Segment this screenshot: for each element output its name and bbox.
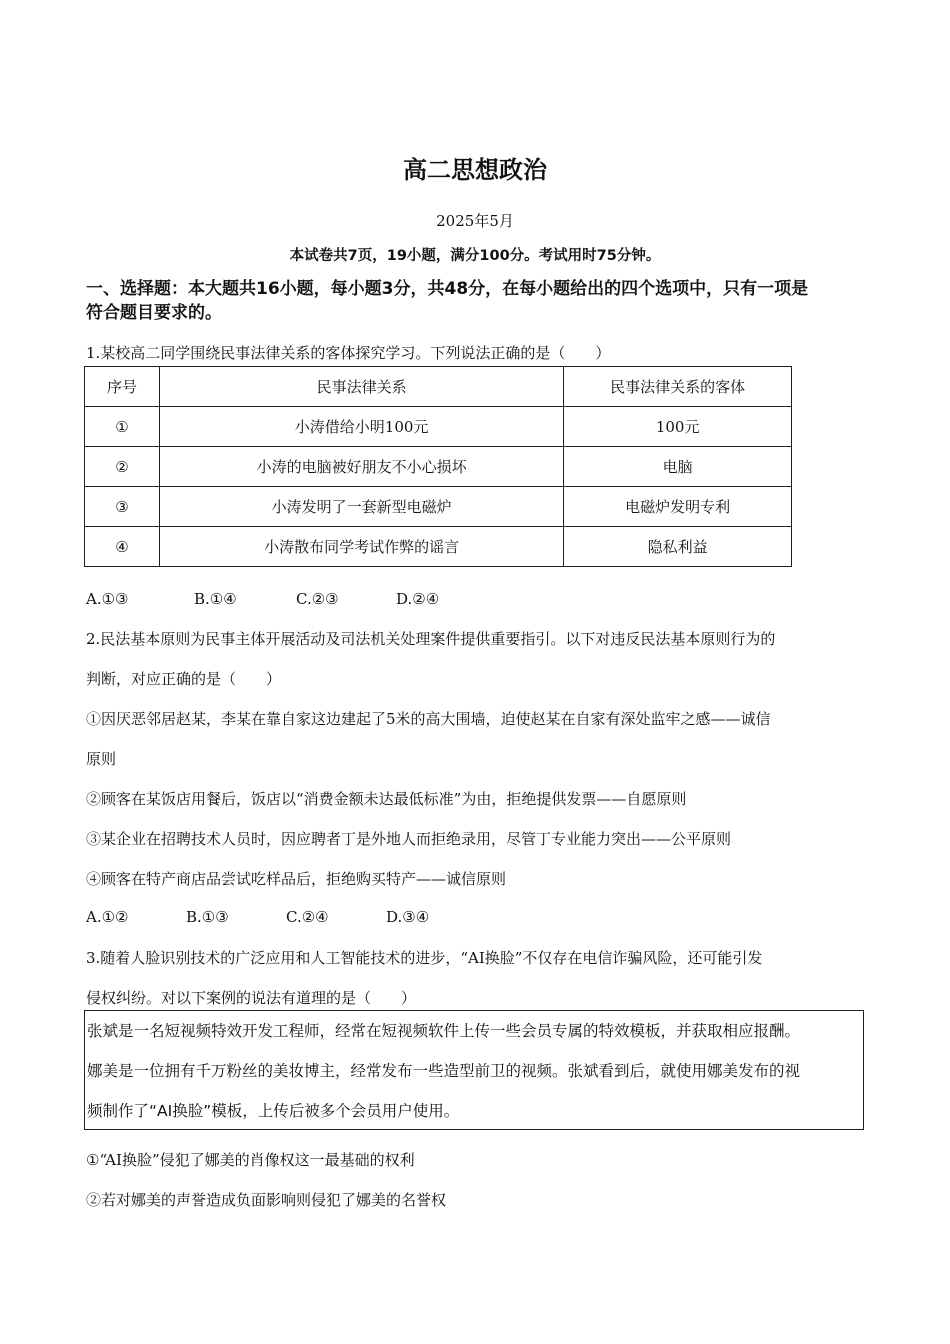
q2-option-a: A.①② (86, 908, 129, 926)
table-cell: ① (85, 407, 160, 447)
section-heading-line2: 符合题目要求的。 (86, 303, 222, 323)
q1-option-c: C.②③ (296, 590, 339, 608)
q3-case-line3: 频制作了“AI换脸”模板，上传后被多个会员用户使用。 (87, 1102, 460, 1120)
table-header-row (85, 367, 792, 407)
q3-case-box (84, 1010, 864, 1130)
table-row (85, 527, 792, 567)
q3-case-line2: 娜美是一位拥有千万粉丝的美妆博主，经常发布一些造型前卫的视频。张斌看到后，就使用娜美发布的视 (87, 1062, 801, 1080)
table-cell: 电脑 (564, 447, 792, 487)
table-header-cell: 民事法律关系的客体 (564, 367, 792, 407)
q3-stem-line2: 侵权纠纷。对以下案例的说法有道理的是（ ） (86, 989, 417, 1007)
q2-stem-line1: 2.民法基本原则为民事主体开展活动及司法机关处理案件提供重要指引。以下对违反民法基本原则行为的 (86, 630, 776, 648)
table-cell: 电磁炉发明专利 (564, 487, 792, 527)
q2-stem-line2: 判断，对应正确的是（ ） (86, 670, 282, 688)
q2-option-d: D.③④ (386, 908, 430, 926)
table-cell: ③ (85, 487, 160, 527)
q2-option-c: C.②④ (286, 908, 329, 926)
table-cell: 隐私利益 (564, 527, 792, 567)
q1-options (86, 590, 866, 608)
q3-stem-line1: 3.随着人脸识别技术的广泛应用和人工智能技术的进步，“AI换脸”不仅存在电信诈骗风险，还可能引发 (86, 949, 763, 967)
table-header-cell: 民事法律关系 (159, 367, 563, 407)
q2-item4: ④顾客在特产商店品尝试吃样品后，拒绝购买特产——诚信原则 (86, 870, 507, 888)
table-cell: 小涛发明了一套新型电磁炉 (159, 487, 563, 527)
q1-table (84, 366, 792, 567)
q3-item2: ②若对娜美的声誉造成负面影响则侵犯了娜美的名誉权 (86, 1191, 447, 1209)
exam-intro: 本试卷共7页，19小题，满分100分。考试用时75分钟。 (289, 248, 661, 264)
q2-options (86, 908, 866, 926)
table-cell: 小涛散布同学考试作弊的谣言 (159, 527, 563, 567)
q2-item1-line2: 原则 (86, 750, 117, 768)
q2-item3: ③某企业在招聘技术人员时，因应聘者丁是外地人而拒绝录用，尽管丁专业能力突出——公平原则 (86, 830, 732, 848)
table-cell: 小涛的电脑被好朋友不小心损坏 (159, 447, 563, 487)
table-row (85, 487, 792, 527)
q2-option-b: B.①③ (186, 908, 229, 926)
q1-stem: 1.某校高二同学围绕民事法律关系的客体探究学习。下列说法正确的是（ ） (86, 344, 611, 362)
q1-option-d: D.②④ (396, 590, 440, 608)
q1-option-a: A.①③ (86, 590, 129, 608)
q3-item1: ①“AI换脸”侵犯了娜美的肖像权这一最基础的权利 (86, 1151, 415, 1169)
q2-item2: ②顾客在某饭店用餐后，饭店以“消费金额未达最低标准”为由，拒绝提供发票——自愿原则 (86, 790, 687, 808)
exam-date: 2025年5月 (436, 212, 514, 230)
table-header-cell: 序号 (85, 367, 160, 407)
table-row (85, 447, 792, 487)
section-heading (86, 277, 866, 325)
table-row (85, 407, 792, 447)
section-heading-line1: 一、选择题：本大题共16小题，每小题3分，共48分，在每小题给出的四个选项中，只有一项是 (86, 279, 809, 299)
q2-item1-line1: ①因厌恶邻居赵某，李某在靠自家这边建起了5米的高大围墙，迫使赵某在自家有深处监牢之感——诚信 (86, 710, 771, 728)
table-cell: ④ (85, 527, 160, 567)
q3-case-line1: 张斌是一名短视频特效开发工程师，经常在短视频软件上传一些会员专属的特效模板，并获取相应报酬。 (87, 1022, 801, 1040)
table-cell: 小涛借给小明100元 (159, 407, 563, 447)
exam-title: 高二思想政治 (403, 156, 547, 184)
table-cell: 100元 (564, 407, 792, 447)
table-cell: ② (85, 447, 160, 487)
q1-option-b: B.①④ (194, 590, 237, 608)
